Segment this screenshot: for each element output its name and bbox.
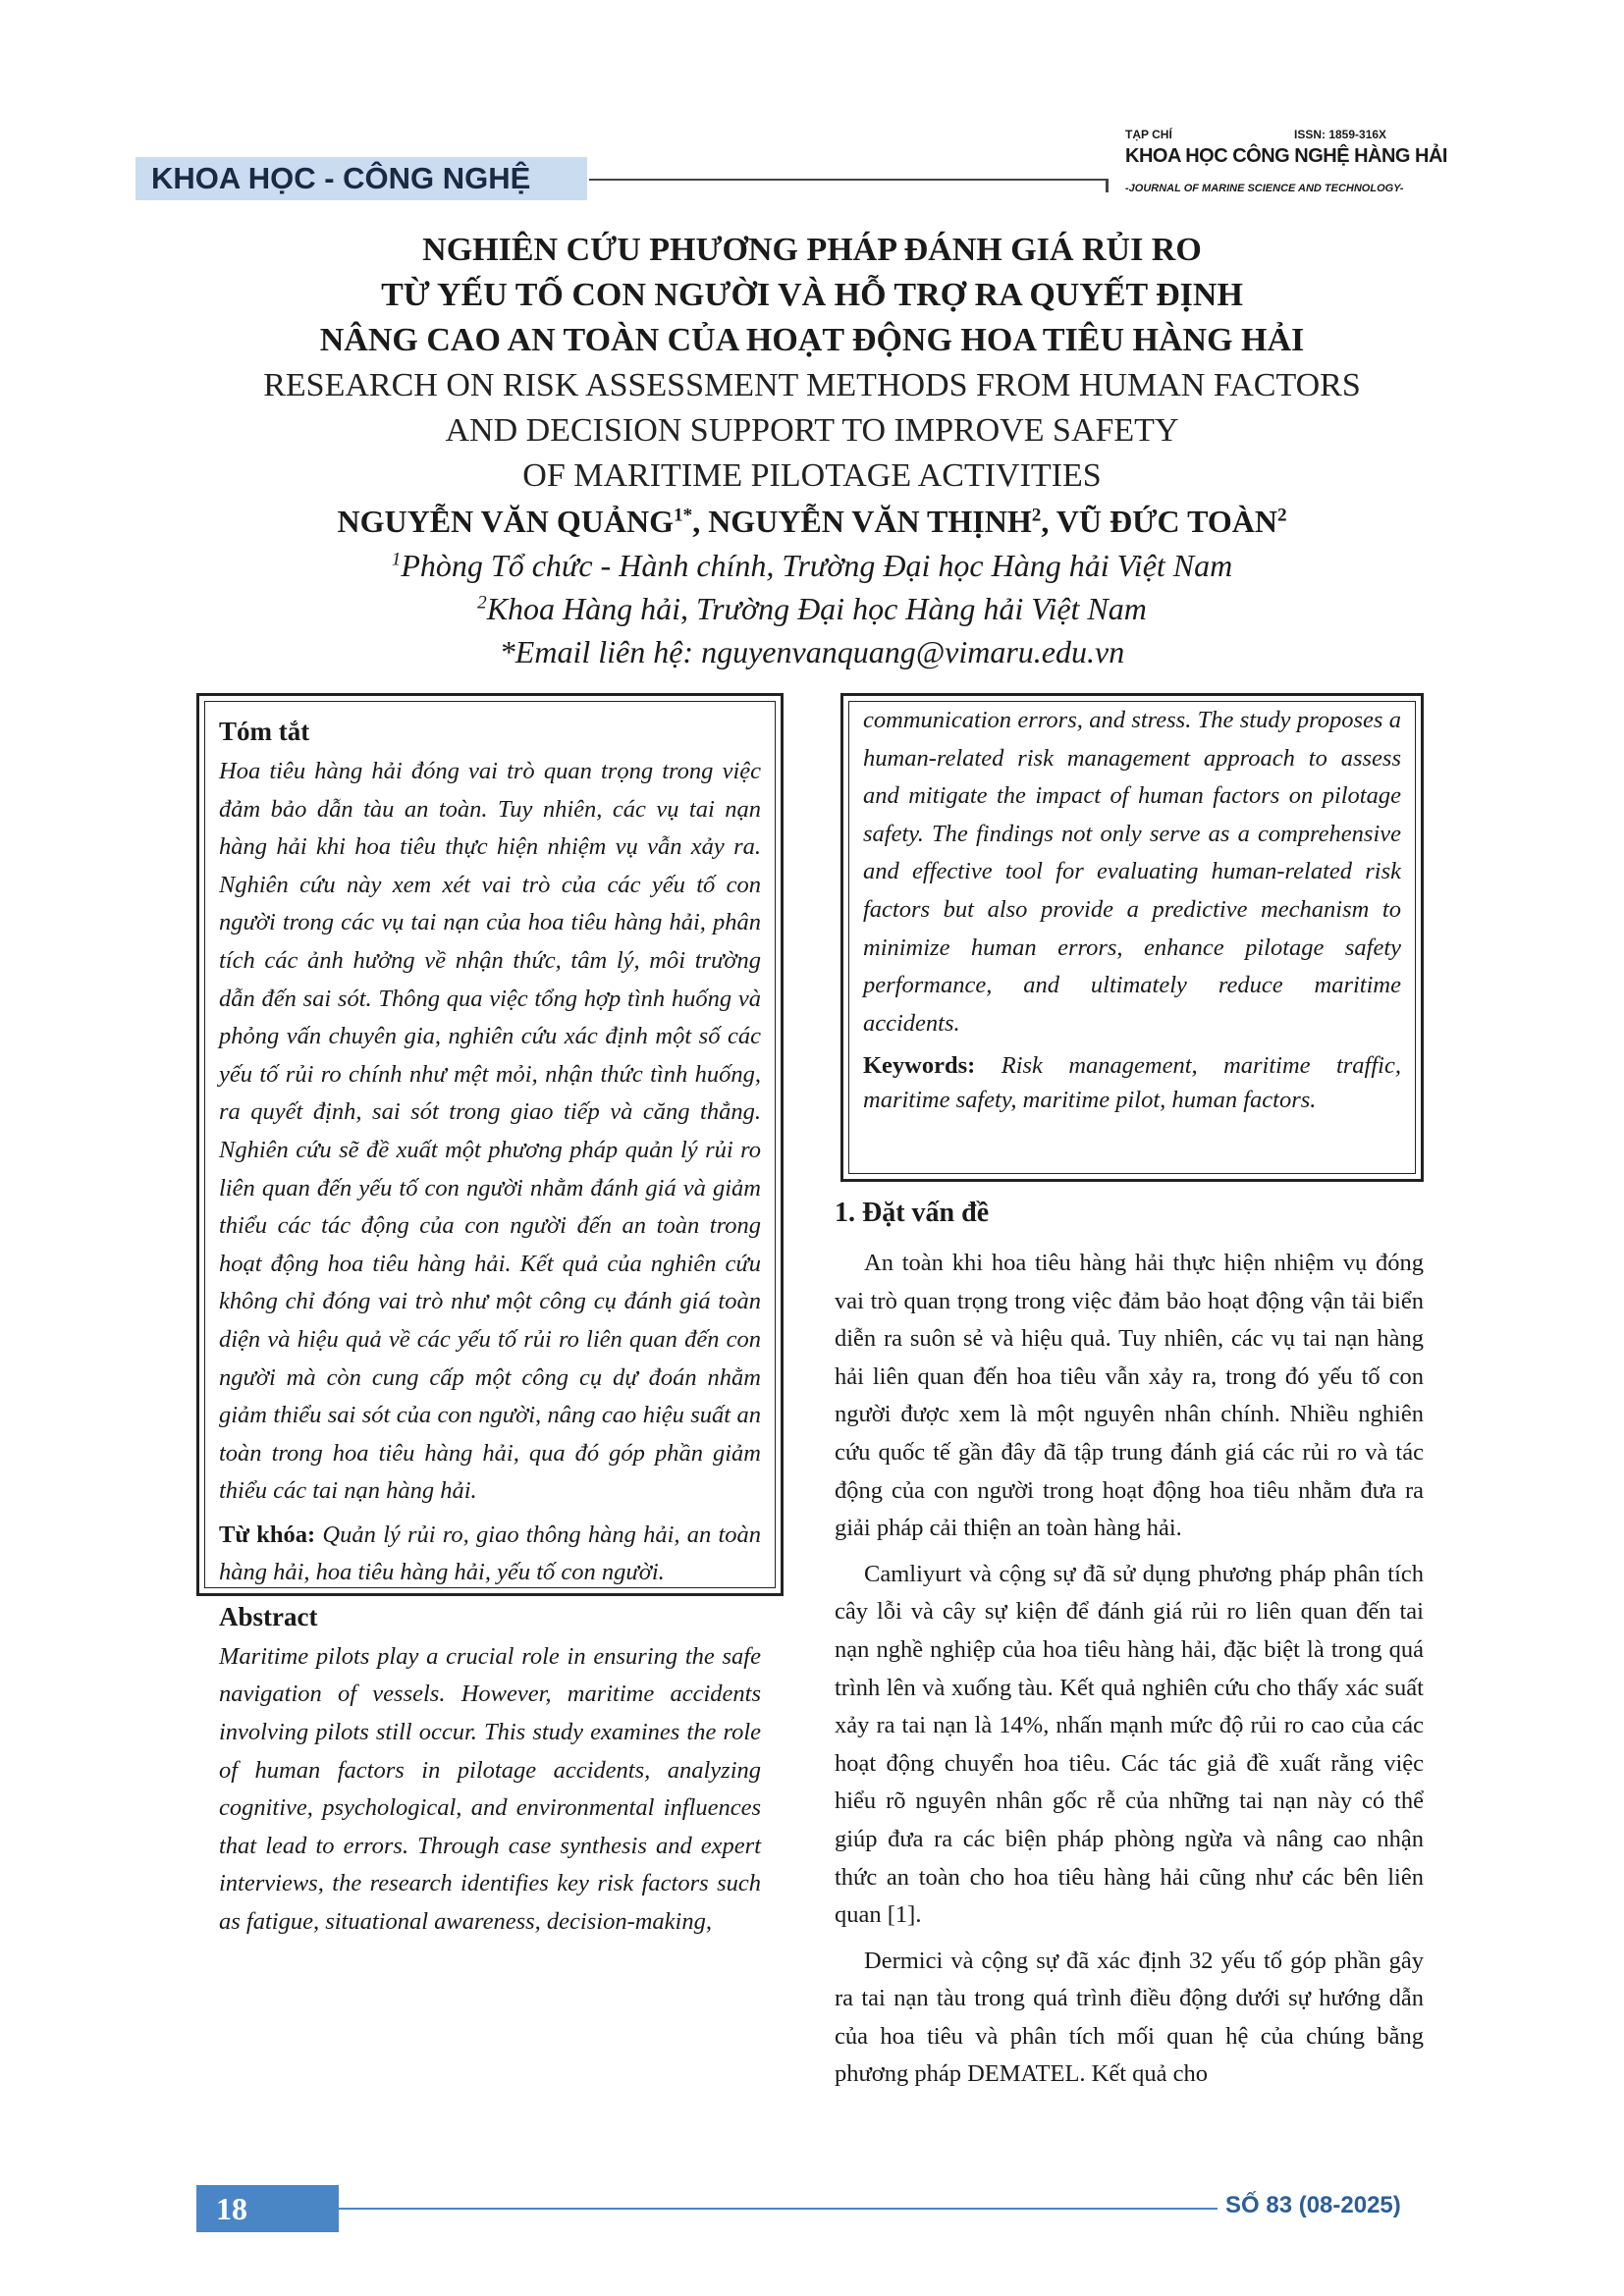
header-rule (589, 179, 1108, 181)
keywords-vn-label: Từ khóa (219, 1521, 308, 1548)
body-paragraph-3: Dermici và cộng sự đã xác định 32 yếu tố góp phần gây ra tai nạn tàu trong quá trình điều động dưới sự hướng dẫn của hoa tiêu và phân tích mối quan hệ của chúng bằng phương pháp DEMATEL. Kết quả cho (835, 1947, 1424, 2088)
keywords-vn: Từ khóa: Quản lý rủi ro, giao thông hàng hải, an toàn hàng hải, hoa tiêu hàng hải, yếu tố con người. (219, 1521, 761, 1585)
affiliation-1 (147, 544, 1477, 587)
affiliation-1-sup: 1 (391, 549, 402, 570)
title-vn-line-3: NÂNG CAO AN TOÀN CỦA HOẠT ĐỘNG HOA TIÊU HÀNG HẢI (319, 322, 1305, 358)
journal-prefix: TẠP CHÍ (1125, 128, 1172, 141)
body-paragraph-1: An toàn khi hoa tiêu hàng hải thực hiện nhiệm vụ đóng vai trò quan trọng trong việc đảm bảo hoạt động vận tải biển diễn ra suôn sẻ và hiệu quả. Tuy nhiên, các vụ tai nạn hàng hải liên quan đến hoa tiêu vẫn xảy ra, trong đó yếu tố con người được xem là một nguyên nhân chính. Nhiều nghiên cứu quốc tế gần đây đã tập trung đánh giá các rủi ro và tác động của con người trong hoạt động hoa tiêu nhằm đưa ra giải pháp cải thiện an toàn hàng hải. (835, 1250, 1424, 1542)
abstract-en-heading: Abstract (219, 1601, 318, 1631)
section-label: KHOA HỌC - CÔNG NGHỆ (135, 157, 587, 200)
journal-english-text: JOURNAL OF MARINE SCIENCE AND TECHNOLOGY (1128, 183, 1400, 194)
affiliation-1-text: Phòng Tổ chức - Hành chính, Trường Đại học Hàng hải Việt Nam (401, 548, 1233, 583)
title-en-line-1: RESEARCH ON RISK ASSESSMENT METHODS FROM HUMAN FACTORS (263, 367, 1361, 403)
affiliation-2 (147, 587, 1477, 630)
journal-english-name: -JOURNAL OF MARINE SCIENCE AND TECHNOLOGY- (1125, 183, 1404, 194)
author-3: VŨ ĐỨC TOÀN (1056, 504, 1277, 539)
affiliation-2-text: Khoa Hàng hải, Trường Đại học Hàng hải Việt Nam (486, 591, 1147, 626)
section-heading: 1. Đặt vấn đề (835, 1198, 990, 1228)
abstract-en-text-part1: Maritime pilots play a crucial role in ensuring the safe navigation of vessels. However, maritime accidents involving pilots still occur. This study examines the role of human factors in pilotage accidents, analyzing cognitive, psychological, and environmental influences that lead to errors. Through case synthesis and expert interviews, the research identifies key risk factors such as fatigue, situational awareness, decision-making, (219, 1642, 761, 1936)
abstract-vn-heading: Tóm tắt (219, 717, 310, 746)
abstract-en-text-part2: communication errors, and stress. The study proposes a human-related risk management approach to assess and mitigate the impact of human factors on pilotage safety. The findings not only serve as a comprehensive and effective tool for evaluating human-related risk factors but also provide a predictive mechanism to minimize human errors, enhance pilotage safety performance, and ultimately reduce maritime accidents. (863, 707, 1401, 1037)
abstract-box-left (196, 693, 784, 1936)
title-vn-line-2: TỪ YẾU TỐ CON NGƯỜI VÀ HỖ TRỢ RA QUYẾT ĐỊNH (381, 277, 1243, 313)
title-en-line-3: OF MARITIME PILOTAGE ACTIVITIES (522, 457, 1102, 494)
journal-name: KHOA HỌC CÔNG NGHỆ HÀNG HẢI (1125, 145, 1447, 167)
author-separator: , (1041, 504, 1056, 539)
author-2: NGUYỄN VĂN THỊNH (708, 504, 1032, 539)
contact-email: *Email liên hệ: nguyenvanquang@vimaru.edu.vn (499, 634, 1125, 669)
header-rule-end (1106, 179, 1109, 192)
title-en-line-2: AND DECISION SUPPORT TO IMPROVE SAFETY (445, 412, 1179, 449)
keywords-en: Keywords: Risk management, maritime traffic, maritime safety, maritime pilot, human factors. (863, 1052, 1401, 1114)
keywords-en-label: Keywords (863, 1052, 968, 1080)
journal-issn: ISSN: 1859-316X (1294, 128, 1387, 141)
body-column (835, 1184, 1424, 2102)
footer-rule (339, 2208, 1218, 2210)
author-3-sup: 2 (1276, 505, 1287, 526)
keywords-vn-text: Quản lý rủi ro, giao thông hàng hải, an toàn hàng hải, hoa tiêu hàng hải, yếu tố con người. (219, 1521, 761, 1585)
author-list (147, 499, 1477, 544)
body-paragraph-2: Camliyurt và cộng sự đã sử dụng phương pháp phân tích cây lỗi và cây sự kiện để đánh giá rủi ro liên quan đến tai nạn nghề nghiệp của hoa tiêu hàng hải, đặc biệt là trong quá trình lên và xuống tàu. Kết quả nghiên cứu cho thấy xác suất xảy ra tai nạn là 14%, nhấn mạnh mức độ rủi ro cao của các hoạt động chuyển hoa tiêu. Các tác giả đề xuất rằng việc hiểu rõ nguyên nhân gốc rễ của những tai nạn này có thể giúp đưa ra các biện pháp phòng ngừa và nâng cao nhận thức an toàn cho hoa tiêu hàng hải cũng như các bên liên quan [1]. (835, 1560, 1424, 1929)
keywords-en-text: Risk management, maritime traffic, maritime safety, maritime pilot, human factors. (863, 1052, 1401, 1114)
author-2-sup: 2 (1031, 505, 1042, 526)
abstract-vn-text: Hoa tiêu hàng hải đóng vai trò quan trọng trong việc đảm bảo dẫn tàu an toàn. Tuy nhiên, các vụ tai nạn hàng hải khi hoa tiêu thực hiện nhiệm vụ vẫn xảy ra. Nghiên cứu này xem xét vai trò của các yếu tố con người trong các vụ tai nạn của hoa tiêu hàng hải, phân tích các ảnh hưởng về nhận thức, tâm lý, môi trường dẫn đến sai sót. Thông qua việc tổng hợp tình huống và phỏng vấn chuyên gia, nghiên cứu xác định một số các yếu tố rủi ro chính như mệt mỏi, nhận thức tình huống, ra quyết định, sai sót trong giao tiếp và căng thẳng. Nghiên cứu sẽ đề xuất một phương pháp quản lý rủi ro liên quan đến yếu tố con người nhằm đánh giá và giảm thiểu các tác động của con người đến an toàn trong hoạt động hoa tiêu hàng hải. Kết quả của nghiên cứu không chỉ đóng vai trò như một công cụ đánh giá toàn diện và hiệu quả về các yếu tố rủi ro liên quan đến con người mà còn cung cấp một công cụ dự đoán nhằm giảm thiểu sai sót của con người, nâng cao hiệu suất an toàn trong hoa tiêu hàng hải, qua đó góp phần giảm thiểu các tai nạn hàng hải. (219, 758, 761, 1505)
author-separator: , (692, 504, 709, 539)
page-number: 18 (196, 2185, 339, 2232)
author-1: NGUYỄN VĂN QUẢNG (337, 504, 674, 539)
issue-number: SỐ 83 (08-2025) (1225, 2192, 1401, 2218)
affiliation-2-sup: 2 (477, 592, 487, 614)
author-1-sup: 1* (674, 505, 693, 526)
title-block (147, 228, 1477, 673)
title-vn-line-1: NGHIÊN CỨU PHƯƠNG PHÁP ĐÁNH GIÁ RỦI RO (422, 232, 1202, 268)
abstract-box-right (840, 693, 1424, 1182)
